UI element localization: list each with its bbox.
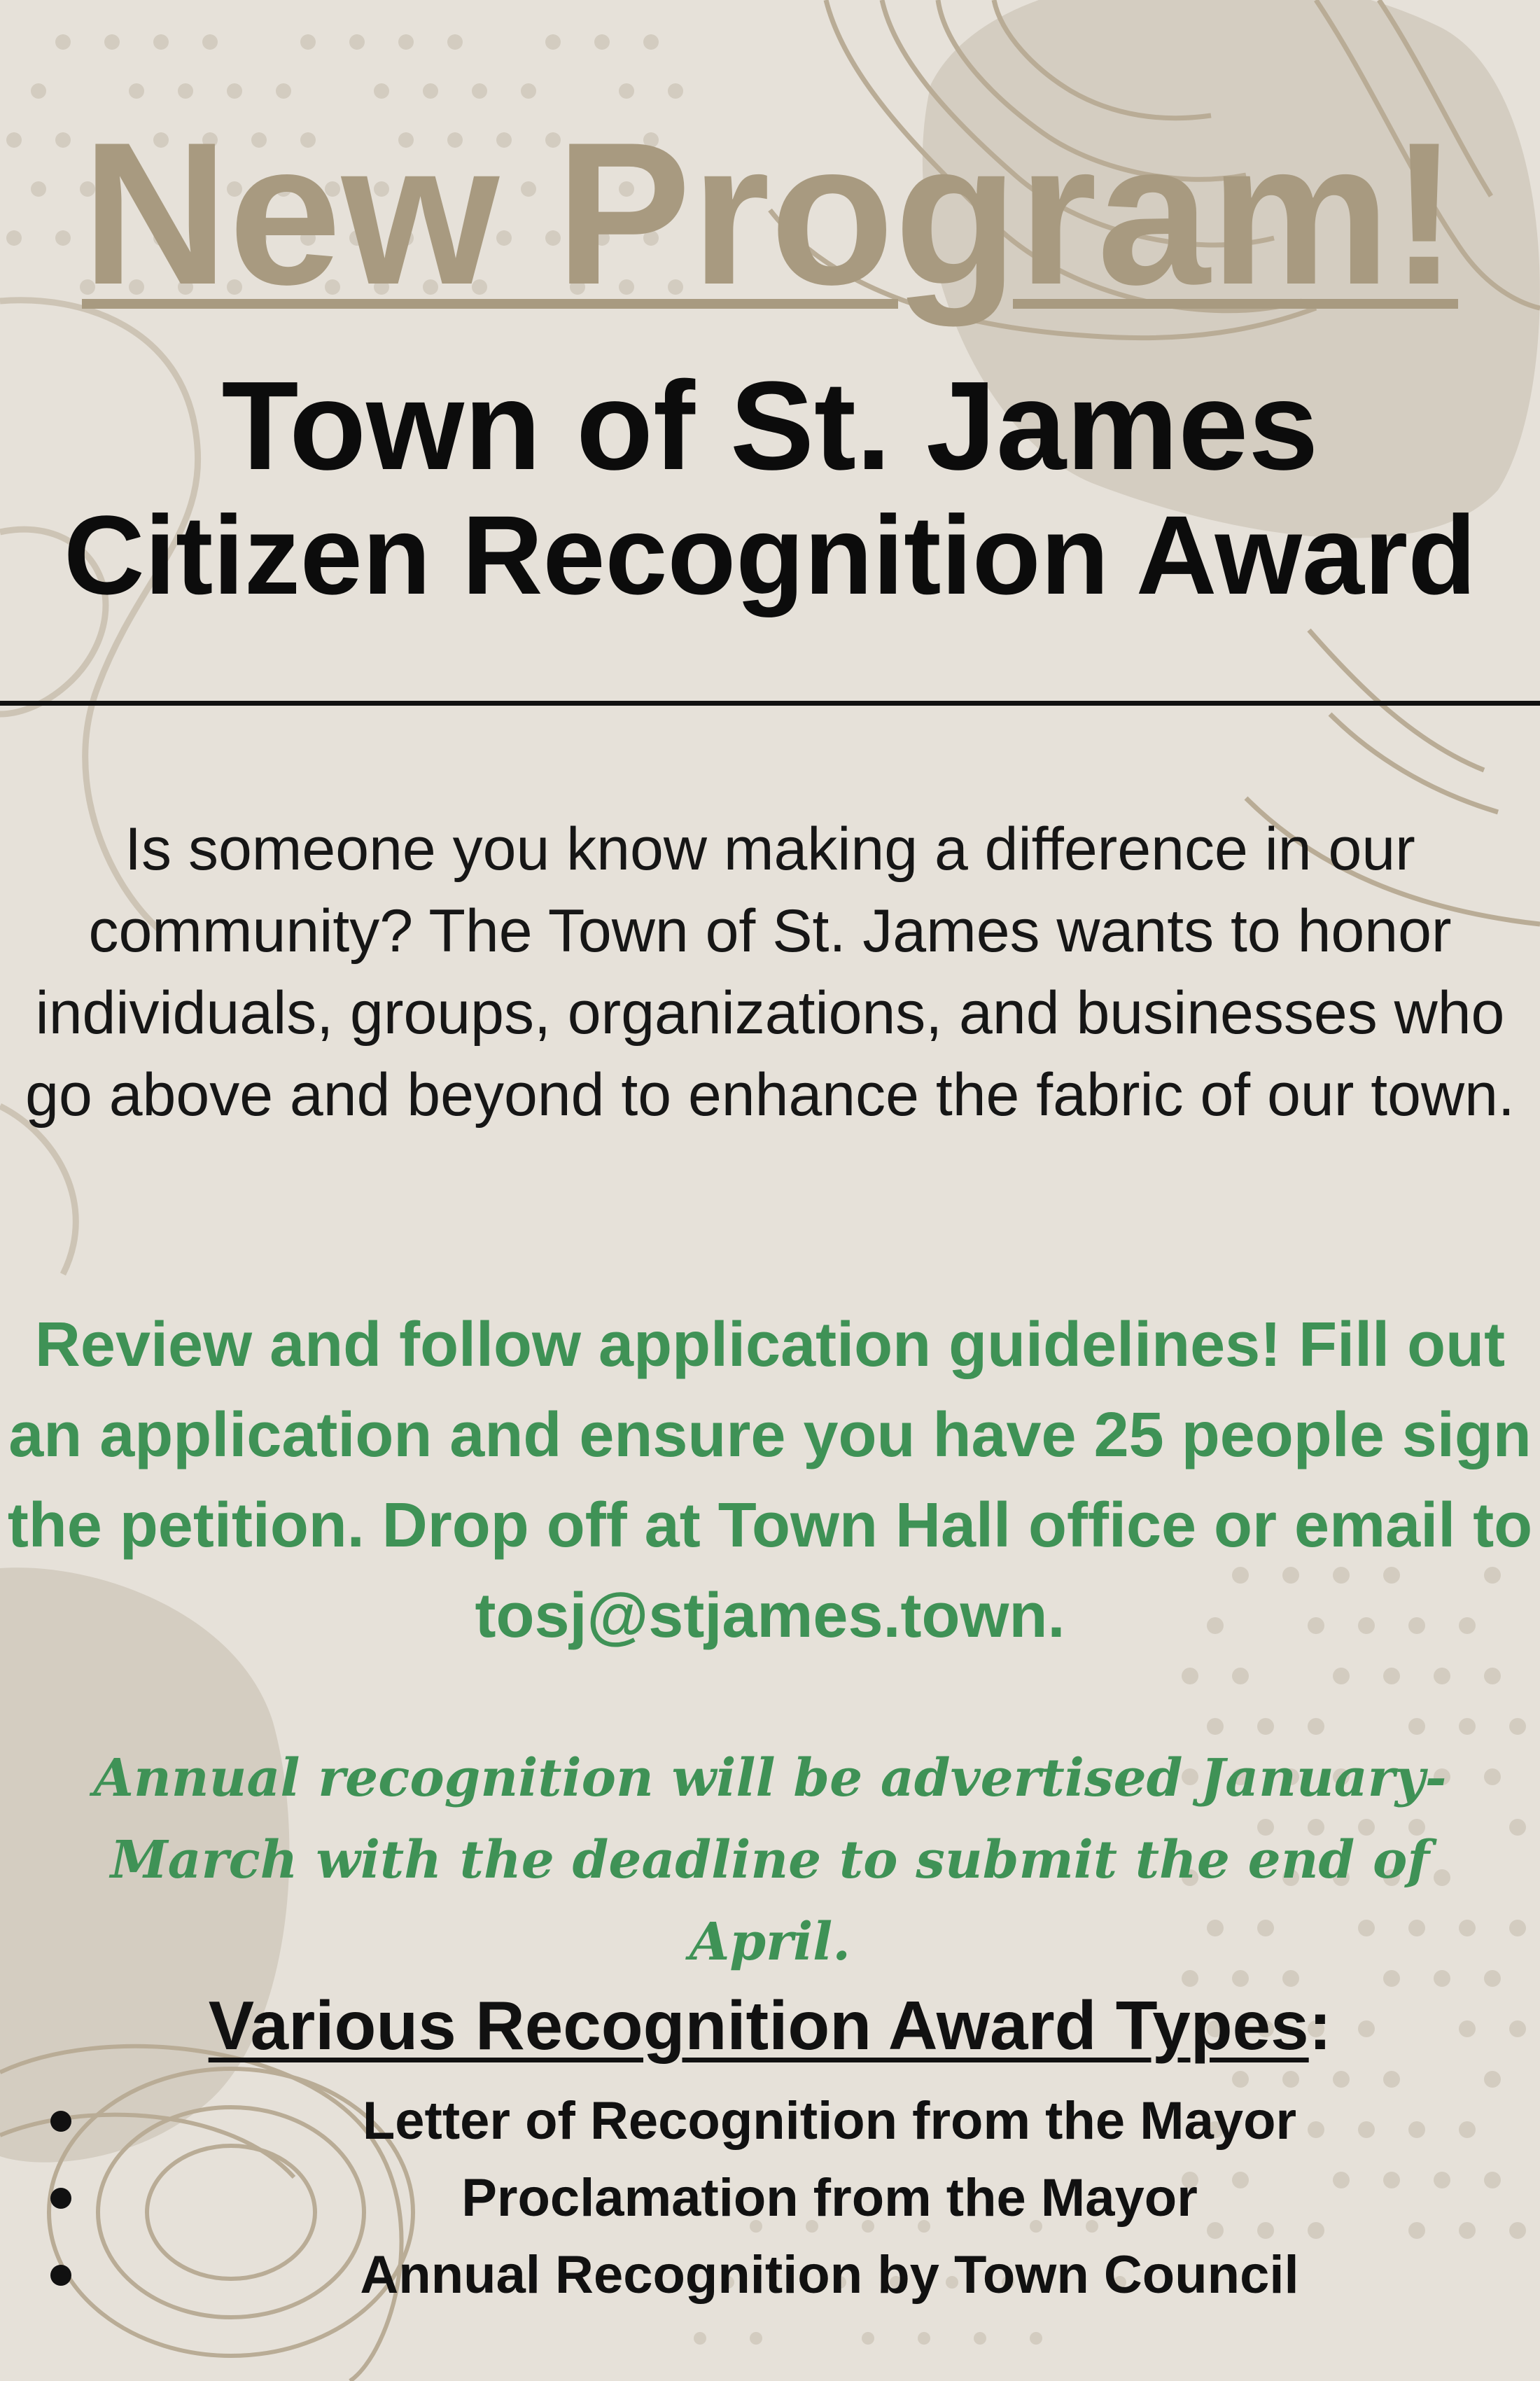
dot	[1434, 1668, 1450, 1684]
application-steps: Review and follow application guidelines! Fill out an application and ensure you have 25 people sign the petition. Drop off at Town Hall office or email to tosj@stjames.town.	[7, 1310, 1533, 1651]
dot	[55, 34, 71, 50]
dot	[545, 34, 561, 50]
dot	[300, 34, 316, 50]
dot	[129, 83, 144, 99]
title-line-2: Citizen Recognition Award	[64, 492, 1476, 617]
award-types-heading-text: Various Recognition Award Types	[208, 1987, 1309, 2064]
dot	[1459, 1718, 1476, 1735]
bullet-icon	[50, 2265, 71, 2286]
dot	[1030, 2332, 1042, 2345]
dot	[668, 83, 683, 99]
award-type-label: Proclamation from the Mayor	[461, 2168, 1198, 2228]
dot	[178, 83, 193, 99]
dot	[423, 83, 438, 99]
dot	[918, 2332, 930, 2345]
dot	[619, 83, 634, 99]
list-item	[0, 2160, 1540, 2237]
award-types-heading	[0, 1988, 1540, 2064]
list-item	[0, 2083, 1540, 2160]
dot	[1182, 1668, 1198, 1684]
dot	[153, 34, 169, 50]
intro-paragraph: Is someone you know making a difference in our community? The Town of St. James wants to honor individuals, groups, organizations, and businesses who go above and beyond to enhance the fabric of our town.	[25, 816, 1515, 1129]
dot	[643, 34, 659, 50]
dot	[374, 83, 389, 99]
dot	[862, 2332, 874, 2345]
dot	[1484, 1668, 1501, 1684]
dot	[750, 2332, 762, 2345]
dot	[227, 83, 242, 99]
title-line-1: Town of St. James	[221, 356, 1319, 496]
award-types-list	[0, 2083, 1540, 2314]
dot	[1232, 1668, 1249, 1684]
divider	[0, 701, 1540, 706]
dot	[202, 34, 218, 50]
award-type-label: Annual Recognition by Town Council	[360, 2245, 1299, 2305]
dot	[1333, 1668, 1350, 1684]
dot	[349, 34, 365, 50]
schedule-note: Annual recognition will be advertised January-March with the deadline to submit the end of April.	[93, 1748, 1447, 1972]
bullet-icon	[50, 2188, 71, 2209]
dot	[472, 83, 487, 99]
dot	[694, 2332, 706, 2345]
headline: New Program!	[82, 100, 1458, 327]
dot	[104, 34, 120, 50]
dot	[1509, 1718, 1526, 1735]
dot	[1408, 1718, 1425, 1735]
dot	[1257, 1718, 1274, 1735]
dot	[276, 83, 291, 99]
bullet-icon	[50, 2111, 71, 2132]
dot	[1207, 1718, 1224, 1735]
list-item	[0, 2237, 1540, 2314]
award-types-heading-colon: :	[1308, 1987, 1332, 2064]
dot	[1383, 1668, 1400, 1684]
dot	[594, 34, 610, 50]
dot	[398, 34, 414, 50]
dot	[31, 83, 46, 99]
dot	[521, 83, 536, 99]
dot	[974, 2332, 986, 2345]
award-type-label: Letter of Recognition from the Mayor	[362, 2091, 1297, 2151]
dot	[1308, 1718, 1324, 1735]
dot	[447, 34, 463, 50]
